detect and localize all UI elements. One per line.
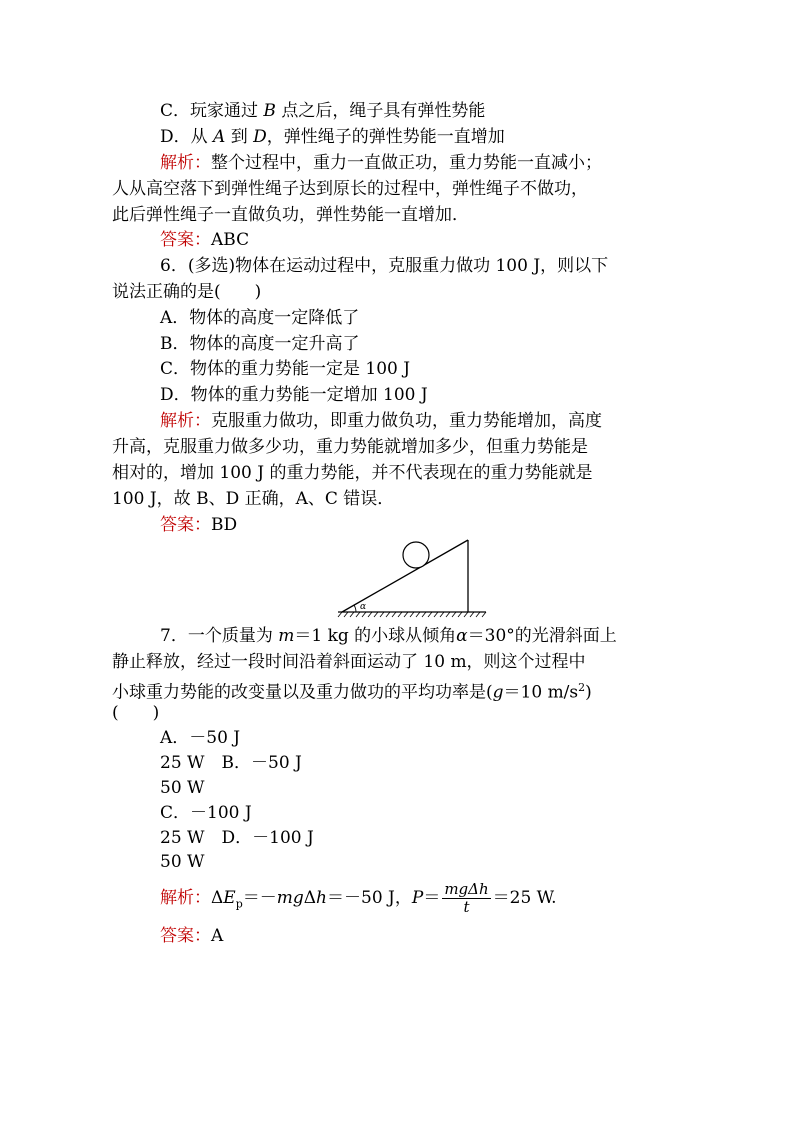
q6-stem-line-2: 说法正确的是( ) bbox=[112, 282, 262, 302]
q5-analysis-line-3: 此后弹性绳子一直做负功，弹性势能一直增加． bbox=[112, 205, 469, 225]
q6-stem-line-1: 6．(多选)物体在运动过程中，克服重力做功 100 J，则以下 bbox=[160, 256, 609, 276]
q5-analysis-line-2: 人从高空落下到弹性绳子达到原长的过程中，弹性绳子不做功， bbox=[112, 179, 588, 199]
answer-label: 答案： bbox=[160, 230, 211, 250]
q7-option-line-2: 25 W B．－50 J bbox=[160, 753, 302, 773]
answer-value: BD bbox=[211, 515, 238, 535]
q6-option-c: C．物体的重力势能一定是 100 J bbox=[160, 359, 411, 379]
q6-analysis-line-3: 相对的，增加 100 J 的重力势能，并不代表现在的重力势能就是 bbox=[112, 463, 593, 483]
q5-option-c: C．玩家通过 B 点之后，绳子具有弹性势能 bbox=[160, 101, 486, 121]
ground-hatching bbox=[338, 612, 486, 617]
q5-option-d: D．从 A 到 D，弹性绳子的弹性势能一直增加 bbox=[160, 127, 505, 147]
q7-option-line-6: 50 W bbox=[160, 852, 205, 872]
power-fraction: $\frac{\text{mgΔh}}{t}$ bbox=[444, 880, 489, 916]
q7-stem-line-4: ( ) bbox=[112, 703, 160, 723]
ball bbox=[403, 542, 429, 568]
analysis-label: 解析： bbox=[160, 888, 211, 908]
analysis-label: 解析： bbox=[160, 153, 211, 173]
incline-figure bbox=[336, 535, 488, 619]
q7-stem-line-2: 静止释放，经过一段时间沿着斜面运动了 10 m，则这个过程中 bbox=[112, 652, 586, 672]
angle-label: α bbox=[360, 602, 367, 612]
q6-analysis-line-1: 解析：克服重力做功，即重力做负功，重力势能增加，高度 bbox=[160, 411, 602, 431]
q7-option-line-3: 50 W bbox=[160, 778, 205, 798]
answer-value: ABC bbox=[211, 230, 250, 250]
q5-answer bbox=[160, 229, 249, 251]
q6-option-b: B．物体的高度一定升高了 bbox=[160, 334, 360, 354]
q7-option-line-5: 25 W D．－100 J bbox=[160, 828, 314, 848]
q6-option-a: A．物体的高度一定降低了 bbox=[160, 308, 360, 328]
q7-analysis: 解析：$\Delta E_p=-mg\Delta h=-50$ J，P＝ $\frac{\text{mgΔh}}{t}$ ＝25 W. bbox=[160, 880, 557, 916]
answer-label: 答案： bbox=[160, 515, 211, 535]
analysis-label: 解析： bbox=[160, 411, 211, 431]
q7-stem-line-1: 7．一个质量为 m＝1 kg 的小球从倾角α＝30°的光滑斜面上 bbox=[160, 626, 617, 646]
q7-option-line-1: A．－50 J bbox=[160, 728, 241, 748]
q6-analysis-line-4: 100 J，故 B、D 正确，A、C 错误． bbox=[112, 489, 395, 509]
q7-answer bbox=[160, 925, 223, 947]
q6-analysis-line-2: 升高，克服重力做多少功，重力势能就增加多少，但重力势能是 bbox=[112, 437, 588, 457]
q7-option-line-4: C．－100 J bbox=[160, 803, 252, 823]
answer-label: 答案： bbox=[160, 926, 211, 946]
answer-value: A bbox=[211, 926, 224, 946]
q5-analysis-line-1: 解析：整个过程中，重力一直做正功，重力势能一直减小； bbox=[160, 153, 602, 173]
angle-arc bbox=[354, 605, 356, 612]
point-label: B bbox=[263, 101, 276, 121]
q6-option-d: D．物体的重力势能一定增加 100 J bbox=[160, 385, 428, 405]
q6-answer bbox=[160, 514, 237, 536]
q7-stem-line-3: 小球重力势能的改变量以及重力做功的平均功率是(g＝10 $m/s^2$) bbox=[112, 681, 592, 703]
